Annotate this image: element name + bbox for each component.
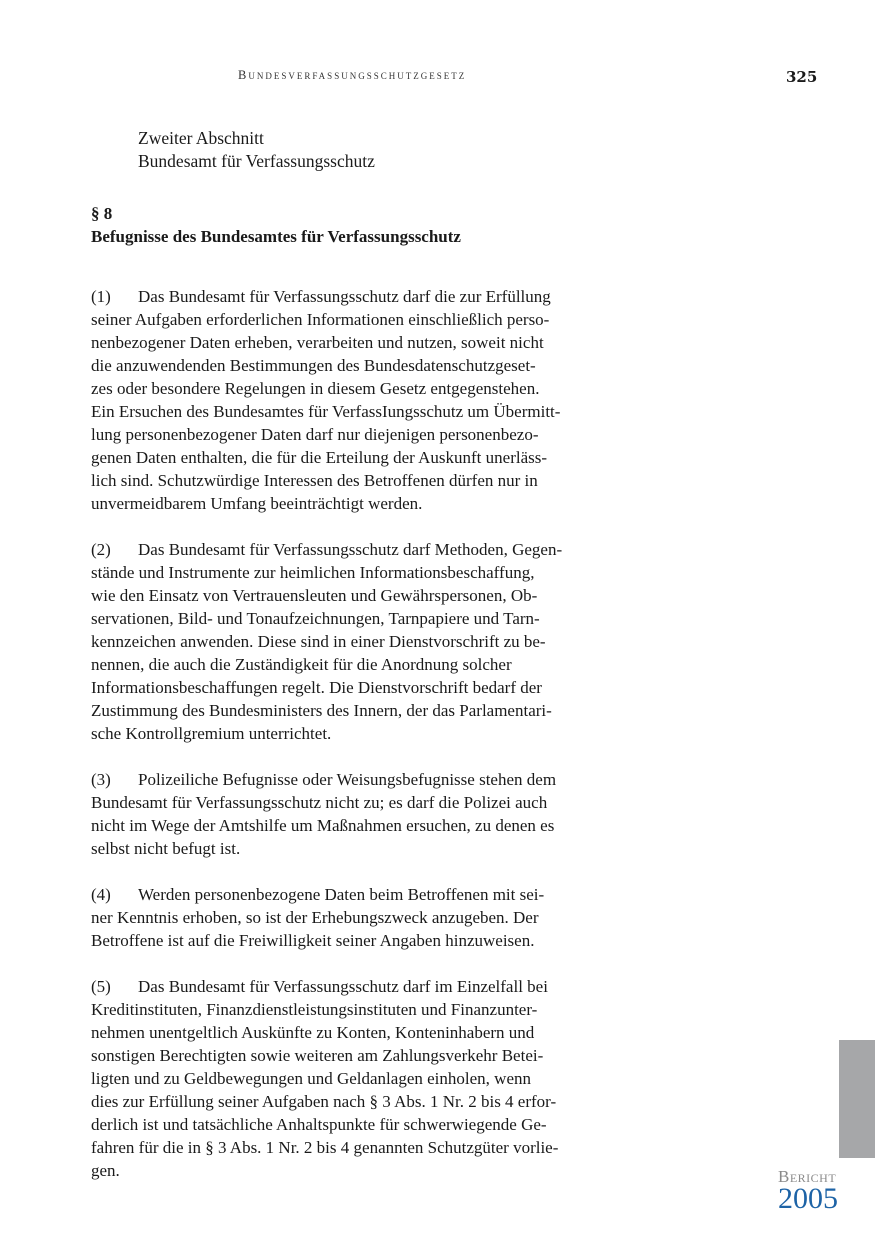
body-line — [91, 837, 651, 860]
body-line-text: Kreditinstituten, Finanzdienstleistungsinstituten und Finanzunter- — [91, 1000, 538, 1019]
body-line-text: Informationsbeschaffungen regelt. Die Dienstvorschrift bedarf der — [91, 678, 542, 697]
body-line — [91, 929, 651, 952]
body-line-text: servationen, Bild- und Tonaufzeichnungen, Tarnpapiere und Tarn- — [91, 609, 540, 628]
body-line-text: Das Bundesamt für Verfassungsschutz darf die zur Erfüllung — [138, 287, 551, 306]
body-line — [91, 722, 651, 745]
body-line-text: ner Kenntnis erhoben, so ist der Erhebungszweck anzugeben. Der — [91, 908, 539, 927]
body-line — [91, 975, 651, 998]
body-line-text: selbst nicht befugt ist. — [91, 839, 241, 858]
body-line — [91, 1021, 651, 1044]
body-line — [91, 354, 651, 377]
body-paragraph — [91, 768, 651, 860]
body-line — [91, 653, 651, 676]
paragraph-number: § 8 — [91, 204, 113, 223]
body-line — [91, 1159, 651, 1182]
body-line — [91, 883, 651, 906]
subsection-number: (1) — [91, 287, 111, 306]
body-line — [91, 630, 651, 653]
section-heading — [138, 127, 375, 173]
body-line-text: Bundesamt für Verfassungsschutz nicht zu; es darf die Polizei auch — [91, 793, 548, 812]
body-line — [91, 308, 651, 331]
body-line — [91, 791, 651, 814]
body-line — [91, 607, 651, 630]
body-line-text: sche Kontrollgremium unterrichtet. — [91, 724, 332, 743]
body-line-text: nenbezogener Daten erheben, verarbeiten und nutzen, soweit nicht — [91, 333, 544, 352]
body-line-text: Polizeiliche Befugnisse oder Weisungsbefugnisse stehen dem — [138, 770, 557, 789]
paragraph-heading — [91, 202, 461, 248]
body-line — [91, 699, 651, 722]
report-logo — [778, 1167, 838, 1213]
body-line-text: Werden personenbezogene Daten beim Betroffenen mit sei- — [138, 885, 545, 904]
body-line-text: dies zur Erfüllung seiner Aufgaben nach § 3 Abs. 1 Nr. 2 bis 4 erfor- — [91, 1092, 557, 1111]
subsection-number: (5) — [91, 977, 111, 996]
running-header-title: Bundesverfassungsschutzgesetz — [238, 68, 467, 82]
body-line-text: nehmen unentgeltlich Auskünfte zu Konten, Konteninhabern und — [91, 1023, 535, 1042]
body-line — [91, 1044, 651, 1067]
body-line — [91, 331, 651, 354]
body-line-text: Das Bundesamt für Verfassungsschutz darf im Einzelfall bei — [138, 977, 548, 996]
body-line-text: zes oder besondere Regelungen in diesem Gesetz entgegenstehen. — [91, 379, 540, 398]
report-logo-word: Bericht — [778, 1167, 837, 1186]
body-line-text: stände und Instrumente zur heimlichen Informationsbeschaffung, — [91, 563, 535, 582]
body-line-text: Ein Ersuchen des Bundesamtes für VerfassIungsschutz um Übermitt- — [91, 402, 561, 421]
body-line — [91, 768, 651, 791]
body-line-text: Das Bundesamt für Verfassungsschutz darf Methoden, Gegen- — [138, 540, 563, 559]
body-paragraph — [91, 538, 651, 745]
subsection-number: (2) — [91, 540, 111, 559]
body-line-text: ligten und zu Geldbewegungen und Geldanlagen einholen, wenn — [91, 1069, 531, 1088]
body-line-text: lung personenbezogener Daten darf nur diejenigen personenbezo- — [91, 425, 539, 444]
body-line-text: derlich ist und tatsächliche Anhaltspunkte für schwerwiegende Ge- — [91, 1115, 547, 1134]
body-line — [91, 676, 651, 699]
body-line — [91, 1113, 651, 1136]
page-number: 325 — [786, 68, 818, 86]
body-paragraph — [91, 883, 651, 952]
body-line-text: gen. — [91, 1161, 120, 1180]
section-heading-line2: Bundesamt für Verfassungsschutz — [138, 151, 375, 171]
body-line — [91, 1136, 651, 1159]
body-line — [91, 906, 651, 929]
body-line — [91, 400, 651, 423]
body-text — [91, 285, 651, 1205]
body-line-text: die anzuwendenden Bestimmungen des Bundesdatenschutzgeset- — [91, 356, 536, 375]
body-line — [91, 423, 651, 446]
body-line-text: Betroffene ist auf die Freiwilligkeit seiner Angaben hinzuweisen. — [91, 931, 535, 950]
body-line-text: nicht im Wege der Amtshilfe um Maßnahmen ersuchen, zu denen es — [91, 816, 555, 835]
subsection-number: (3) — [91, 770, 111, 789]
subsection-number: (4) — [91, 885, 111, 904]
report-logo-year: 2005 — [778, 1182, 838, 1215]
body-line — [91, 1067, 651, 1090]
body-line — [91, 469, 651, 492]
body-line-text: Zustimmung des Bundesministers des Innern, der das Parlamentari- — [91, 701, 552, 720]
side-thumb-tab — [839, 1040, 875, 1158]
body-line-text: sonstigen Berechtigten sowie weiteren am Zahlungsverkehr Betei- — [91, 1046, 544, 1065]
body-line — [91, 492, 651, 515]
body-line-text: genen Daten enthalten, die für die Erteilung der Auskunft unerläss- — [91, 448, 548, 467]
body-line — [91, 561, 651, 584]
body-line — [91, 814, 651, 837]
body-line — [91, 1090, 651, 1113]
body-line-text: wie den Einsatz von Vertrauensleuten und Gewährspersonen, Ob- — [91, 586, 538, 605]
body-paragraph — [91, 285, 651, 515]
body-line-text: lich sind. Schutzwürdige Interessen des Betroffenen dürfen nur in — [91, 471, 538, 490]
body-line-text: nennen, die auch die Zuständigkeit für die Anordnung solcher — [91, 655, 512, 674]
body-line — [91, 538, 651, 561]
body-line — [91, 285, 651, 308]
paragraph-title: Befugnisse des Bundesamtes für Verfassungsschutz — [91, 227, 461, 246]
body-line-text: fahren für die in § 3 Abs. 1 Nr. 2 bis 4 genannten Schutzgüter vorlie- — [91, 1138, 559, 1157]
body-paragraph — [91, 975, 651, 1182]
body-line — [91, 584, 651, 607]
body-line-text: unvermeidbarem Umfang beeinträchtigt werden. — [91, 494, 423, 513]
body-line — [91, 446, 651, 469]
body-line-text: seiner Aufgaben erforderlichen Informationen einschließlich perso- — [91, 310, 550, 329]
section-heading-line1: Zweiter Abschnitt — [138, 128, 264, 148]
body-line — [91, 377, 651, 400]
body-line — [91, 998, 651, 1021]
body-line-text: kennzeichen anwenden. Diese sind in einer Dienstvorschrift zu be- — [91, 632, 546, 651]
